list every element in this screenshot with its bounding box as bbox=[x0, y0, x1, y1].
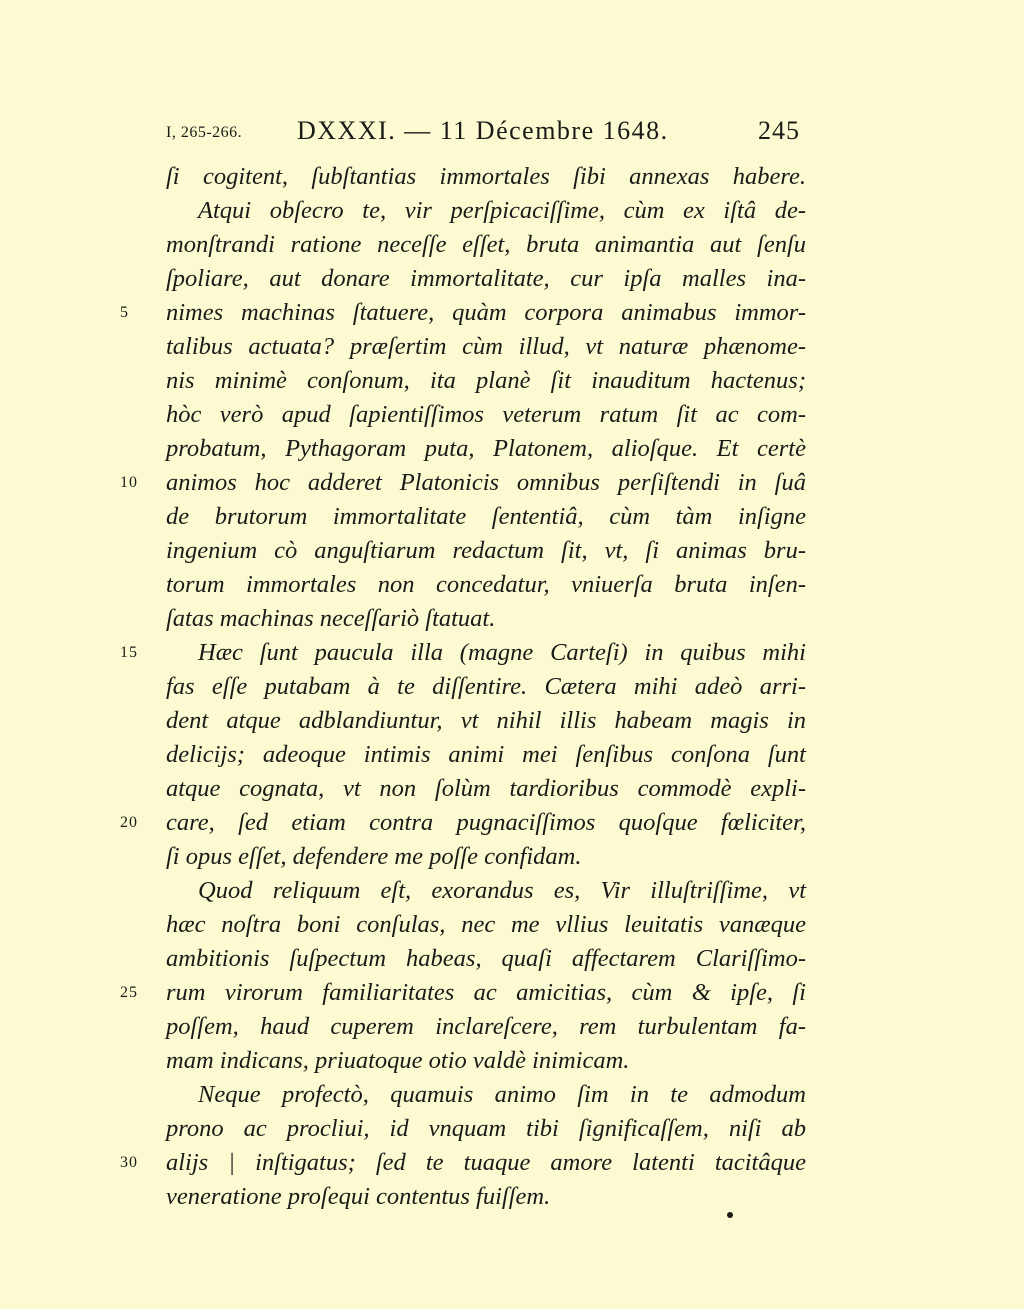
text-line: ingenium cò anguſtiarum redactum ſit, vt, ſi animas bru- bbox=[166, 537, 806, 564]
text-line: hæc noſtra boni conſulas, nec me vllius leuitatis vanæque bbox=[166, 911, 806, 938]
letter-title: DXXXI. — 11 Décembre 1648. bbox=[297, 116, 669, 145]
text-line: nimes machinas ſtatuere, quàm corpora animabus immor- bbox=[166, 299, 806, 326]
text-line: Hæc ſunt paucula illa (magne Carteſi) in quibus mihi bbox=[198, 639, 806, 666]
text-line: probatum, Pythagoram puta, Platonem, alioſque. Et certè bbox=[166, 435, 806, 462]
ink-dot bbox=[727, 1212, 733, 1218]
text-line: fas eſſe putabam à te diſſentire. Cætera mihi adeò arri- bbox=[166, 673, 806, 700]
page-number: 245 bbox=[758, 116, 800, 145]
line-number: 20 bbox=[120, 814, 138, 831]
text-line: hòc verò apud ſapientiſſimos veterum ratum ſit ac com- bbox=[166, 401, 806, 428]
text-line: ſi cogitent, ſubſtantias immortales ſibi annexas habere. bbox=[166, 163, 806, 190]
text-line: animos hoc adderet Platonicis omnibus perſiſtendi in ſuâ bbox=[166, 469, 806, 496]
text-line: rum virorum familiaritates ac amicitias, cùm & ipſe, ſi bbox=[166, 979, 806, 1006]
line-number: 15 bbox=[120, 644, 138, 661]
text-line: dent atque adblandiuntur, vt nihil illis habeam magis in bbox=[166, 707, 806, 734]
text-line: de brutorum immortalitate ſententiâ, cùm tàm inſigne bbox=[166, 503, 806, 530]
text-line: torum immortales non concedatur, vniuerſa bruta inſen- bbox=[166, 571, 806, 598]
line-number: 10 bbox=[120, 474, 138, 491]
line-number: 25 bbox=[120, 984, 138, 1001]
text-line: monſtrandi ratione neceſſe eſſet, bruta animantia aut ſenſu bbox=[166, 231, 806, 258]
text-line: alijs | inſtigatus; ſed te tuaque amore latenti tacitâque bbox=[166, 1149, 806, 1176]
text-line: care, ſed etiam contra pugnaciſſimos quoſque fœliciter, bbox=[166, 809, 806, 836]
volume-reference: I, 265-266. bbox=[166, 124, 243, 141]
text-line: ſatas machinas neceſſariò ſtatuat. bbox=[166, 605, 496, 632]
text-line: Neque profectò, quamuis animo ſim in te admodum bbox=[198, 1081, 806, 1108]
text-line: ſi opus eſſet, defendere me poſſe confidam. bbox=[166, 843, 582, 870]
text-line: ambitionis ſuſpectum habeas, quaſi affectarem Clariſſimo- bbox=[166, 945, 806, 972]
text-line: prono ac procliui, id vnquam tibi ſignificaſſem, niſi ab bbox=[166, 1115, 806, 1142]
text-line: nis minimè conſonum, ita planè ſit inauditum hactenus; bbox=[166, 367, 806, 394]
line-number: 5 bbox=[120, 304, 129, 321]
text-line: Quod reliquum eſt, exorandus es, Vir illuſtriſſime, vt bbox=[198, 877, 806, 904]
page-header bbox=[0, 116, 1024, 156]
text-line: poſſem, haud cuperem inclareſcere, rem turbulentam fa- bbox=[166, 1013, 806, 1040]
text-line: ſpoliare, aut donare immortalitate, cur ipſa malles ina- bbox=[166, 265, 806, 292]
text-line: Atqui obſecro te, vir perſpicaciſſime, cùm ex iſtâ de- bbox=[198, 197, 806, 224]
text-line: talibus actuata? præſertim cùm illud, vt naturæ phænome- bbox=[166, 333, 806, 360]
text-line: mam indicans, priuatoque otio valdè inimicam. bbox=[166, 1047, 630, 1074]
text-line: veneratione proſequi contentus fuiſſem. bbox=[166, 1183, 551, 1210]
text-line: atque cognata, vt non ſolùm tardioribus commodè expli- bbox=[166, 775, 806, 802]
line-number: 30 bbox=[120, 1154, 138, 1171]
text-line: delicijs; adeoque intimis animi mei ſenſibus conſona ſunt bbox=[166, 741, 806, 768]
